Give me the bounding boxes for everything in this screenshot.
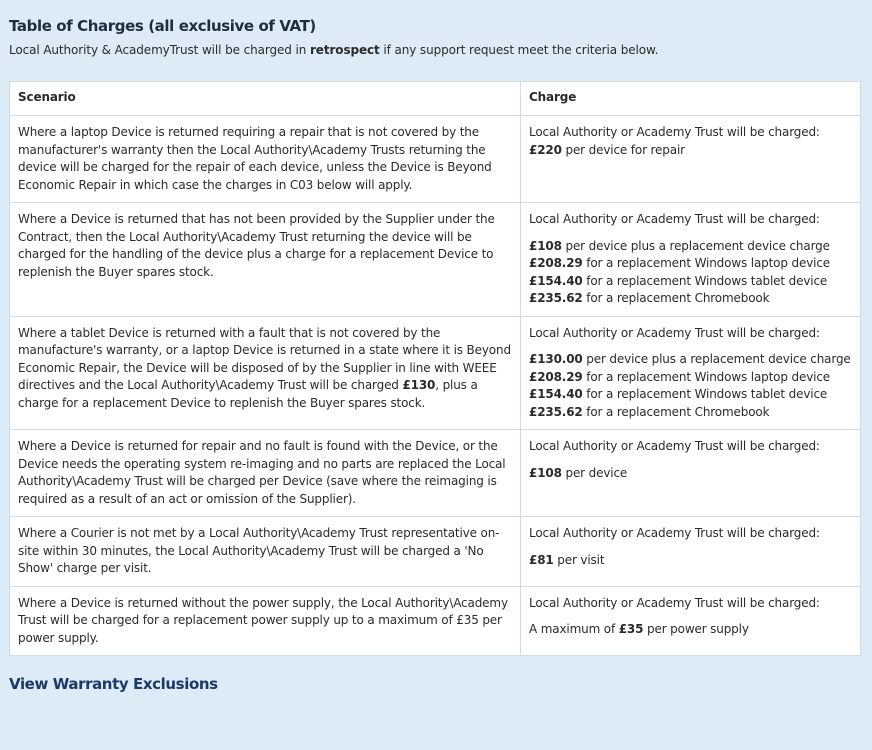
charge-description: for a replacement Windows tablet device bbox=[582, 273, 828, 288]
scenario-cell bbox=[10, 316, 521, 430]
scenario-text: Where a Device is returned without the power supply, the Local Authority\Academy Trust will be charged for a replacement power supply up to a maximum of £35 per power supply. bbox=[18, 595, 508, 645]
scenario-cell bbox=[10, 116, 521, 203]
charge-amount: £130.00 bbox=[529, 352, 583, 366]
scenario-cell bbox=[10, 203, 521, 317]
table-row bbox=[10, 116, 861, 203]
scenario-text: Where a Courier is not met by a Local Authority\Academy Trust representative on-site within 30 minutes, the Local Authority\Academy Trust will be charged a 'No Show' charge per visit. bbox=[18, 526, 500, 575]
charge-amount: £154.40 bbox=[529, 273, 583, 288]
page-title: Table of Charges (all exclusive of VAT) bbox=[9, 17, 316, 35]
charge-cell bbox=[521, 116, 861, 203]
charge-description: for a replacement Windows laptop device bbox=[582, 369, 831, 384]
charge-intro: Local Authority or Academy Trust will be charged: bbox=[529, 125, 820, 139]
charge-line bbox=[529, 238, 852, 256]
charge-line bbox=[529, 273, 852, 291]
scenario-text-part: Where a tablet Device is returned with a fault that is not covered by the manufacture's warranty, or a laptop Device is returned in a state where it is Beyond Economic Repair, the Device will be disposed of by the Supplier in line with WEEE directives and the Local Authority\Academy Trust will be charged bbox=[18, 325, 511, 392]
charge-line bbox=[529, 142, 852, 160]
charge-amount: £208.29 bbox=[529, 256, 583, 270]
charge-description: per device bbox=[561, 465, 628, 480]
charge-amount: £154.40 bbox=[529, 387, 583, 401]
charge-line bbox=[529, 255, 852, 273]
charge-amount: £220 bbox=[529, 142, 562, 157]
charge-description: for a replacement Chromebook bbox=[582, 291, 770, 305]
charge-amount: £81 bbox=[529, 552, 554, 567]
charge-cell bbox=[521, 430, 861, 517]
charge-amount: £235.62 bbox=[529, 291, 583, 305]
charge-amount: £235.62 bbox=[529, 404, 583, 419]
charge-cell bbox=[521, 203, 861, 317]
intro-after: if any support request meet the criteria below. bbox=[379, 43, 659, 57]
charges-table bbox=[9, 81, 861, 656]
scenario-cell bbox=[10, 430, 521, 517]
charge-description: per power supply bbox=[643, 622, 749, 636]
charge-intro: Local Authority or Academy Trust will be charged: bbox=[529, 595, 820, 610]
table-row bbox=[10, 517, 861, 587]
scenario-text: Where a laptop Device is returned requiring a repair that is not covered by the manufacturer's warranty then the Local Authority\Academy Trusts returning the device will be charged for the repair of each device, unless the Device is Beyond Economic Repair in which case the charges in C03 below will apply. bbox=[18, 125, 492, 192]
charge-line bbox=[529, 386, 852, 404]
scenario-text-part: , plus a charge for a replacement Device to replenish the Buyer spares stock. bbox=[18, 378, 478, 410]
intro-bold: retrospect bbox=[309, 43, 380, 57]
header-charge: Charge bbox=[521, 82, 861, 116]
scenario-cell bbox=[10, 586, 521, 656]
charge-description: for a replacement Windows tablet device bbox=[582, 387, 828, 401]
charge-line bbox=[529, 290, 852, 308]
table-row bbox=[10, 430, 861, 517]
charge-line bbox=[529, 621, 852, 639]
charge-amount: £208.29 bbox=[529, 369, 583, 384]
charge-amount: £35 bbox=[618, 622, 644, 636]
charge-description: for a replacement Chromebook bbox=[582, 404, 770, 419]
charge-prefix: A maximum of bbox=[529, 622, 619, 636]
header-scenario: Scenario bbox=[10, 82, 521, 116]
scenario-text: Where a Device is returned that has not been provided by the Supplier under the Contract, then the Local Authority\Academy Trust returning the device will be charged for the handling of the device plus a charge for a replacement Device to replenish the Buyer spares stock. bbox=[18, 212, 495, 279]
intro-before: Local Authority & AcademyTrust will be charged in bbox=[9, 43, 310, 57]
spacer bbox=[529, 543, 852, 552]
scenario-text bbox=[18, 325, 512, 413]
charge-line bbox=[529, 465, 852, 483]
intro-text bbox=[9, 42, 863, 58]
charge-amount: £108 bbox=[529, 465, 562, 480]
charge-line bbox=[529, 552, 852, 570]
spacer bbox=[529, 612, 852, 621]
spacer bbox=[529, 456, 852, 465]
charge-description: per device for repair bbox=[561, 142, 685, 157]
charge-intro: Local Authority or Academy Trust will be charged: bbox=[529, 439, 820, 453]
charge-description: per device plus a replacement device charge bbox=[561, 238, 830, 253]
table-row bbox=[10, 203, 861, 317]
charge-intro: Local Authority or Academy Trust will be charged: bbox=[529, 526, 820, 540]
view-warranty-exclusions-link[interactable]: View Warranty Exclusions bbox=[9, 675, 218, 693]
table-header-row bbox=[10, 82, 861, 116]
charge-description: for a replacement Windows laptop device bbox=[582, 256, 831, 270]
charge-description: per visit bbox=[553, 552, 605, 567]
spacer bbox=[529, 342, 852, 351]
charge-intro: Local Authority or Academy Trust will be charged: bbox=[529, 212, 820, 226]
charge-cell bbox=[521, 586, 861, 656]
table-row bbox=[10, 316, 861, 430]
charge-line bbox=[529, 404, 852, 422]
scenario-cell bbox=[10, 517, 521, 587]
table-row bbox=[10, 586, 861, 656]
charge-intro: Local Authority or Academy Trust will be charged: bbox=[529, 325, 820, 340]
charge-cell bbox=[521, 517, 861, 587]
charge-line bbox=[529, 369, 852, 387]
charge-line bbox=[529, 351, 852, 369]
scenario-amount: £130 bbox=[402, 378, 436, 392]
spacer bbox=[529, 229, 852, 238]
scenario-text: Where a Device is returned for repair and no fault is found with the Device, or the Device needs the operating system re-imaging and no parts are replaced the Local Authority\Academy Trust will be charged per Device (save where the reimaging is required as a result of an act or omission of the Supplier). bbox=[18, 439, 506, 506]
charge-cell bbox=[521, 316, 861, 430]
charge-amount: £108 bbox=[529, 238, 562, 253]
charge-description: per device plus a replacement device charge bbox=[582, 352, 851, 366]
